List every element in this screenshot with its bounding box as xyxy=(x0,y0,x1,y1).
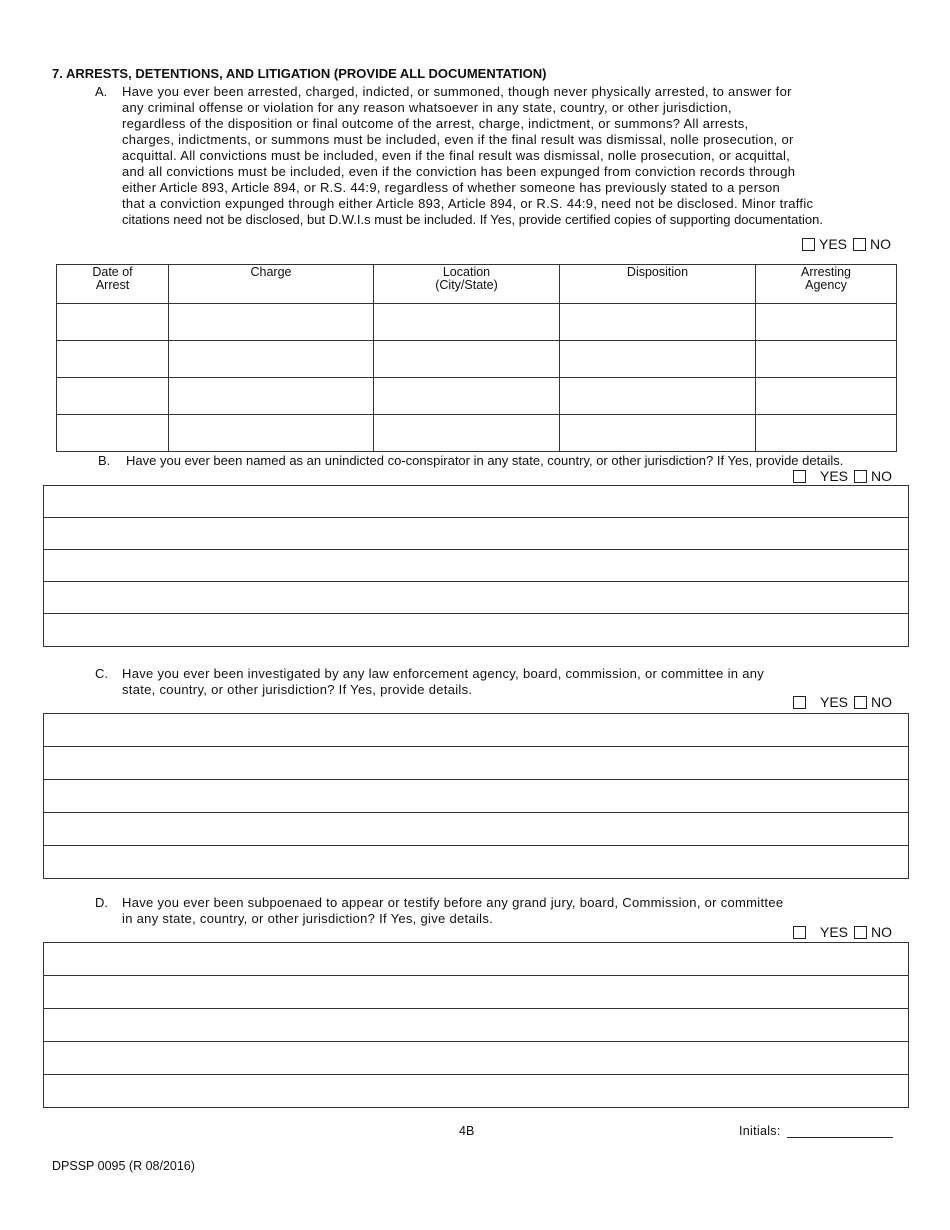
page-number: 4B xyxy=(459,1124,475,1138)
no-label: NO xyxy=(871,468,893,484)
answer-line[interactable] xyxy=(44,943,908,976)
table-row xyxy=(57,304,897,341)
answer-line[interactable] xyxy=(44,518,908,550)
table-cell[interactable] xyxy=(756,378,897,415)
no-label: NO xyxy=(871,924,893,940)
column-header-location: Location (City/State) xyxy=(374,265,560,304)
table-cell[interactable] xyxy=(169,415,374,452)
answer-line[interactable] xyxy=(44,486,908,518)
table-cell[interactable] xyxy=(57,341,169,378)
question-a-line: Have you ever been arrested, charged, indicted, or summoned, though never physically arrested, to answer for xyxy=(122,84,792,99)
table-cell[interactable] xyxy=(57,415,169,452)
question-d-no-checkbox[interactable] xyxy=(854,926,867,939)
initials-label: Initials: xyxy=(739,1124,781,1138)
question-d-line: Have you ever been subpoenaed to appear or testify before any grand jury, board, Commission, or committee xyxy=(122,895,784,910)
question-a-line: acquittal. All convictions must be included, even if the final result was dismissal, nolle prosecution, or acquittal, xyxy=(122,148,791,163)
no-label: NO xyxy=(871,694,893,710)
table-cell[interactable] xyxy=(169,378,374,415)
question-b-line: Have you ever been named as an unindicted co-conspirator in any state, country, or other jurisdiction? If Yes, provide details. xyxy=(126,453,844,468)
answer-line[interactable] xyxy=(44,846,908,878)
section-title: 7. ARRESTS, DETENTIONS, AND LITIGATION (PROVIDE ALL DOCUMENTATION) xyxy=(52,66,547,81)
question-c-answer-lines xyxy=(43,713,909,879)
question-a-line: citations need not be disclosed, but D.W.I.s must be included. If Yes, provide certified copies of supporting documentation. xyxy=(122,212,823,227)
table-cell[interactable] xyxy=(560,378,756,415)
question-d-yes-checkbox[interactable] xyxy=(793,926,806,939)
no-label: NO xyxy=(870,236,892,252)
question-d-yes-no xyxy=(789,924,894,940)
column-header-date-of-arrest: Date of Arrest xyxy=(57,265,169,304)
table-cell[interactable] xyxy=(374,415,560,452)
column-header-arresting-agency: Arresting Agency xyxy=(756,265,897,304)
table-cell[interactable] xyxy=(560,415,756,452)
question-d-line: in any state, country, or other jurisdiction? If Yes, give details. xyxy=(122,911,494,926)
form-id: DPSSP 0095 (R 08/2016) xyxy=(52,1159,195,1173)
table-cell[interactable] xyxy=(169,304,374,341)
column-header-charge: Charge xyxy=(169,265,374,304)
question-b-answer-lines xyxy=(43,485,909,647)
question-d-letter: D. xyxy=(95,895,108,910)
answer-line[interactable] xyxy=(44,582,908,614)
question-a-line: regardless of the disposition or final outcome of the arrest, charge, indictment, or summons? All arrests, xyxy=(122,116,749,131)
table-cell[interactable] xyxy=(374,304,560,341)
answer-line[interactable] xyxy=(44,550,908,582)
arrests-table xyxy=(56,264,897,452)
question-a-text xyxy=(122,84,912,228)
question-a-line: that a conviction expunged through either Article 893, Article 894, or R.S. 44:9, need not be disclosed. Minor traffic xyxy=(122,196,814,211)
question-d-answer-lines xyxy=(43,942,909,1108)
table-cell[interactable] xyxy=(169,341,374,378)
question-c-no-checkbox[interactable] xyxy=(854,696,867,709)
answer-line[interactable] xyxy=(44,614,908,646)
table-row xyxy=(57,341,897,378)
table-cell[interactable] xyxy=(374,378,560,415)
answer-line[interactable] xyxy=(44,780,908,813)
table-cell[interactable] xyxy=(756,304,897,341)
answer-line[interactable] xyxy=(44,976,908,1009)
initials-input-line[interactable] xyxy=(787,1125,893,1138)
question-c-yes-no xyxy=(789,694,894,710)
yes-label: YES xyxy=(820,694,849,710)
question-b-text xyxy=(126,453,916,469)
yes-label: YES xyxy=(820,468,849,484)
question-c-letter: C. xyxy=(95,666,108,681)
table-cell[interactable] xyxy=(756,341,897,378)
answer-line[interactable] xyxy=(44,1075,908,1107)
table-header-row xyxy=(57,265,897,304)
question-a-letter: A. xyxy=(95,84,108,99)
table-row xyxy=(57,415,897,452)
question-a-line: and all convictions must be included, even if the conviction has been expunged from conviction records through xyxy=(122,164,796,179)
answer-line[interactable] xyxy=(44,1009,908,1042)
table-cell[interactable] xyxy=(560,304,756,341)
table-row xyxy=(57,378,897,415)
table-cell[interactable] xyxy=(57,304,169,341)
question-b-yes-no xyxy=(789,468,894,484)
initials-field xyxy=(739,1124,893,1138)
yes-label: YES xyxy=(819,236,848,252)
question-a-yes-no xyxy=(798,236,893,252)
yes-label: YES xyxy=(820,924,849,940)
table-cell[interactable] xyxy=(57,378,169,415)
question-a-yes-checkbox[interactable] xyxy=(802,238,815,251)
table-cell[interactable] xyxy=(756,415,897,452)
answer-line[interactable] xyxy=(44,1042,908,1075)
question-a-line: charges, indictments, or summons must be included, even if the final result was dismissal, nolle prosecution, or xyxy=(122,132,794,147)
column-header-disposition: Disposition xyxy=(560,265,756,304)
question-b-letter: B. xyxy=(98,453,111,468)
question-c-line: Have you ever been investigated by any law enforcement agency, board, commission, or committee in any xyxy=(122,666,765,681)
question-a-line: either Article 893, Article 894, or R.S. 44:9, regardless of whether someone has previously stated to a person xyxy=(122,180,781,195)
question-a-line: any criminal offense or violation for any reason whatsoever in any state, country, or other jurisdiction, xyxy=(122,100,732,115)
table-cell[interactable] xyxy=(560,341,756,378)
question-b-no-checkbox[interactable] xyxy=(854,470,867,483)
question-b-yes-checkbox[interactable] xyxy=(793,470,806,483)
answer-line[interactable] xyxy=(44,714,908,747)
question-c-line: state, country, or other jurisdiction? If Yes, provide details. xyxy=(122,682,473,697)
question-c-yes-checkbox[interactable] xyxy=(793,696,806,709)
table-cell[interactable] xyxy=(374,341,560,378)
question-a-no-checkbox[interactable] xyxy=(853,238,866,251)
question-d-text xyxy=(122,895,912,927)
answer-line[interactable] xyxy=(44,813,908,846)
answer-line[interactable] xyxy=(44,747,908,780)
